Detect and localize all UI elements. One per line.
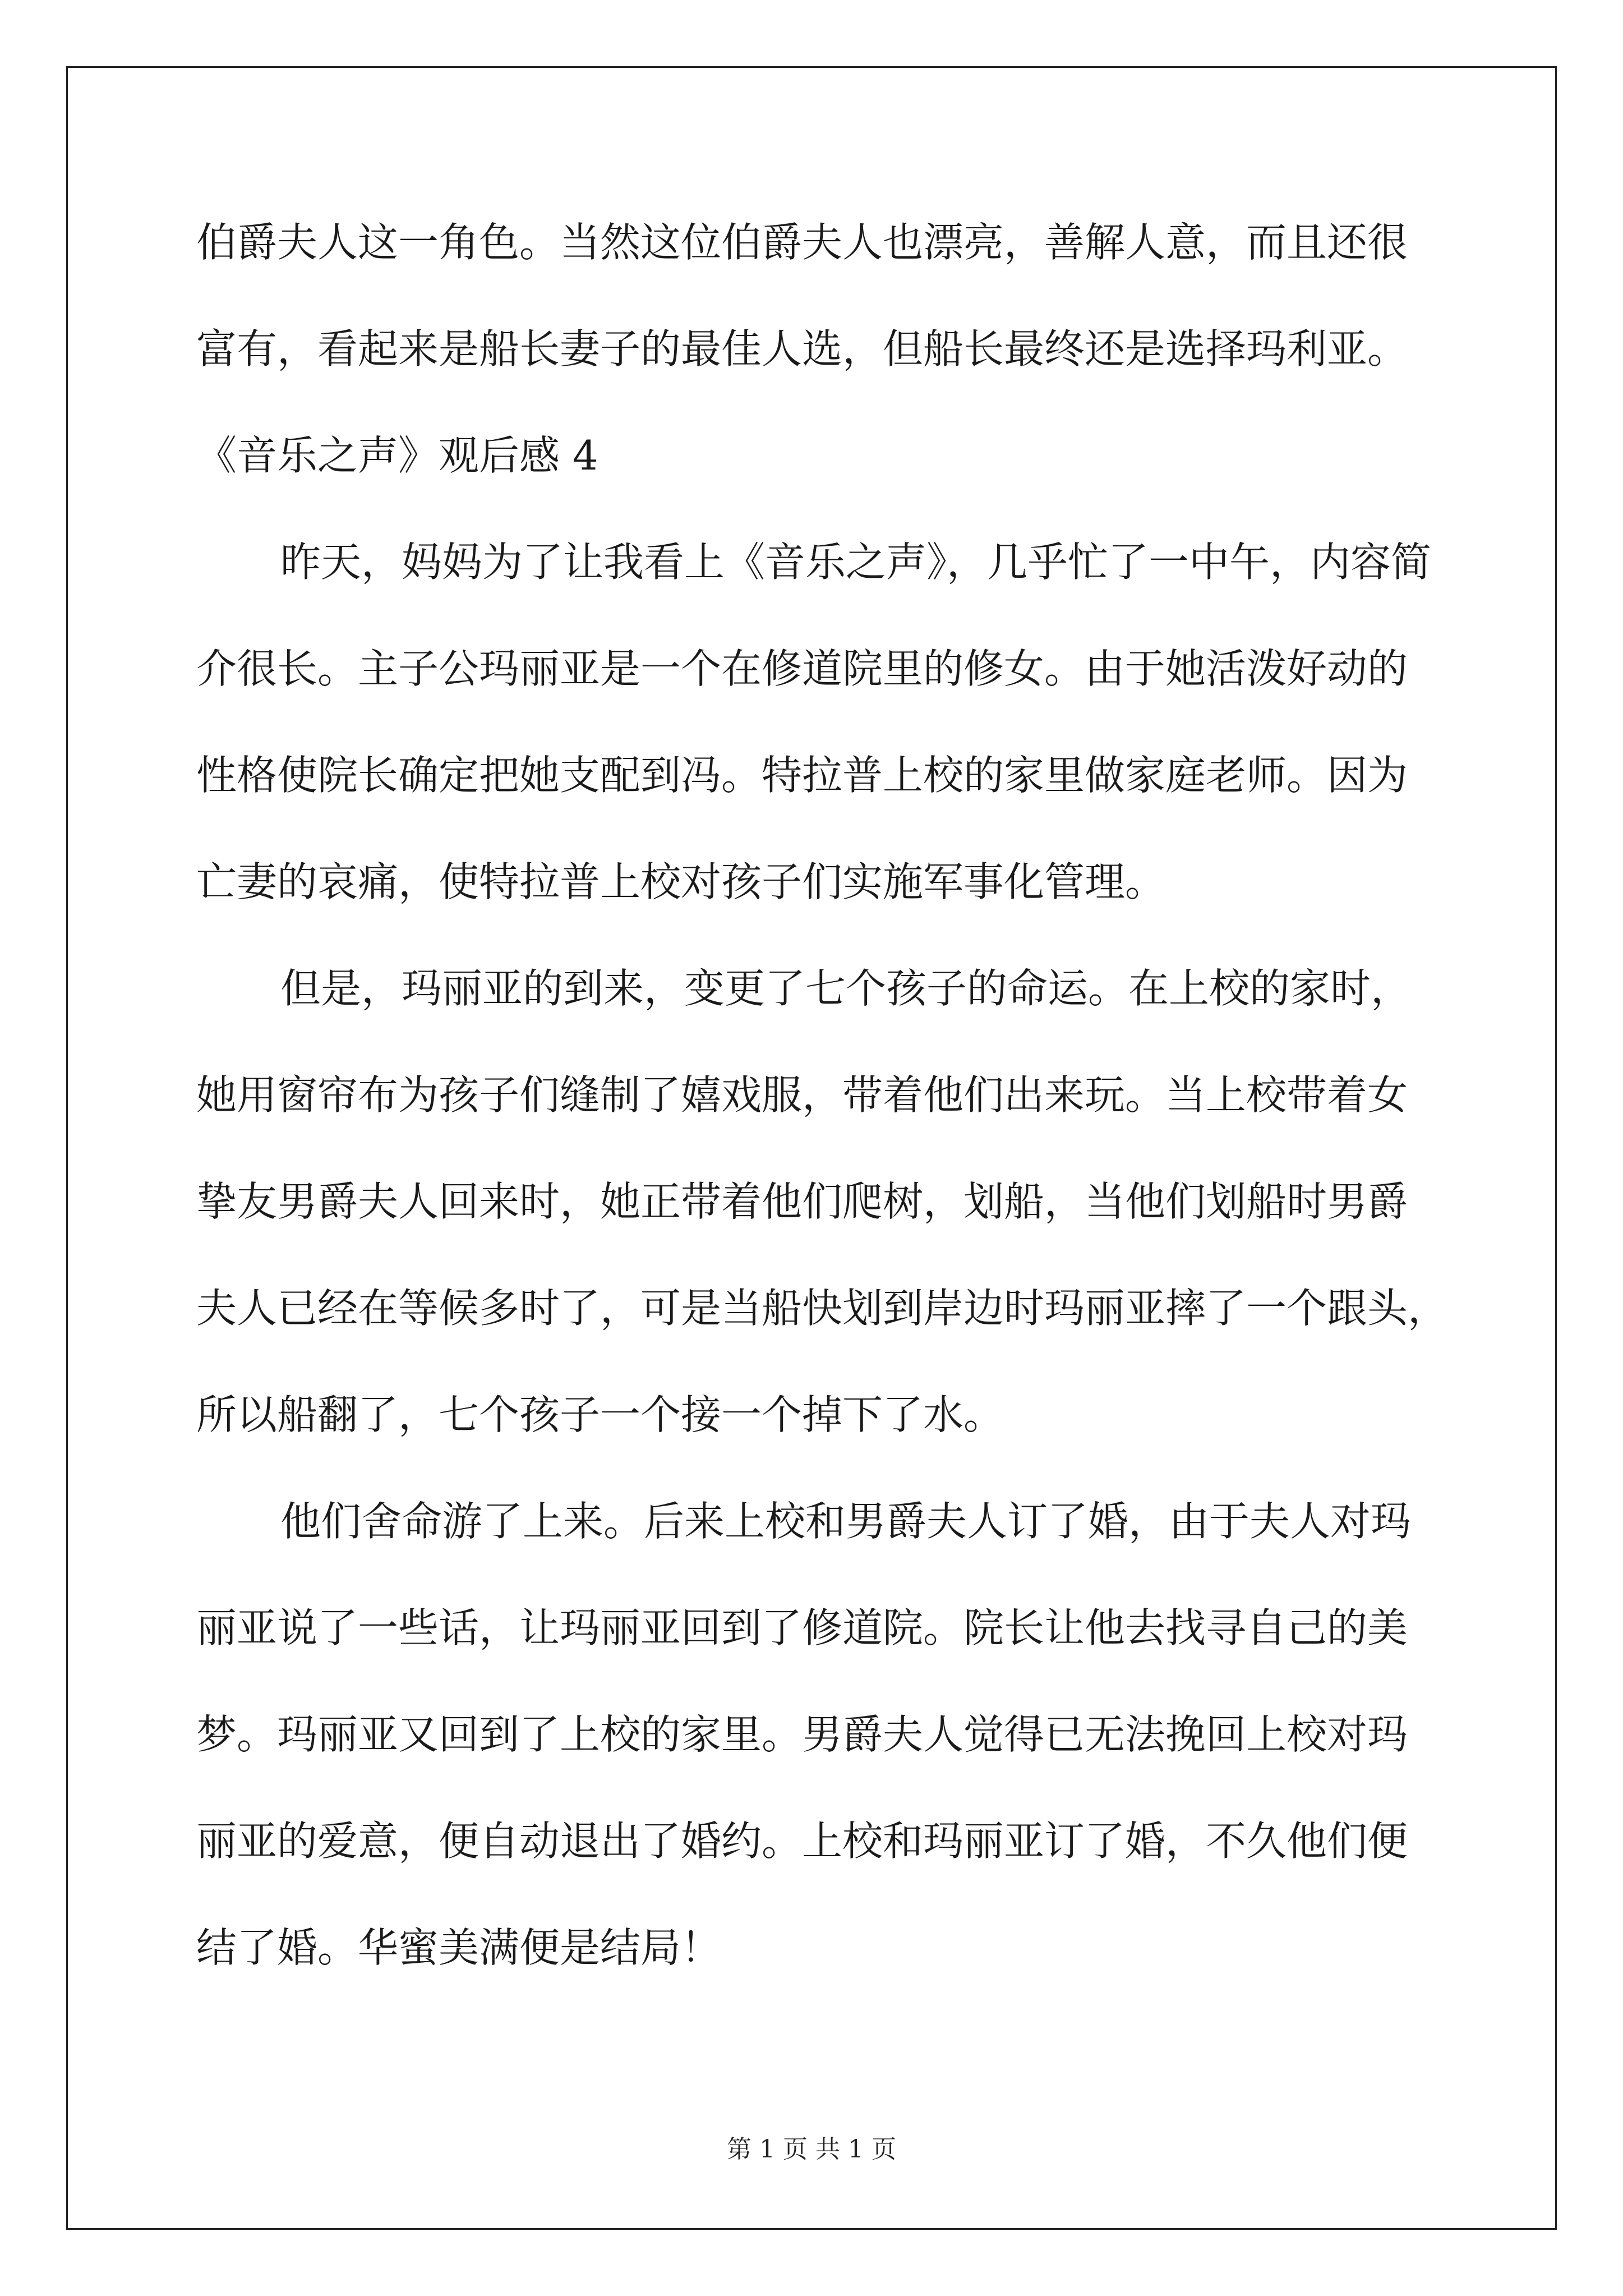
text-line: 所以船翻了，七个孩子一个接一个掉下了水。: [196, 1391, 1004, 1438]
text-line: 梦。玛丽亚又回到了上校的家里。男爵夫人觉得已无法挽回上校对玛: [196, 1711, 1408, 1758]
text-line: 她用窗帘布为孩子们缝制了嬉戏服，带着他们出来玩。当上校带着女: [196, 1071, 1408, 1119]
text-line: 结了婚。华蜜美满便是结局！: [196, 1924, 722, 1971]
paragraph-first-line: 他们舍命游了上来。后来上校和男爵夫人订了婚，由于夫人对玛: [280, 1498, 1412, 1545]
paragraph-first-line: 但是，玛丽亚的到来，变更了七个孩子的命运。在上校的家时，: [280, 965, 1412, 1012]
text-line: 富有，看起来是船长妻子的最佳人选，但船长最终还是选择玛利亚。: [196, 325, 1408, 372]
text-line: 丽亚的爱意，便自动退出了婚约。上校和玛丽亚订了婚，不久他们便: [196, 1818, 1408, 1865]
text-line: 性格使院长确定把她支配到冯。特拉普上校的家里做家庭老师。因为: [196, 752, 1408, 799]
page-footer: 第 1 页 共 1 页: [727, 2135, 896, 2164]
paragraph-first-line: 昨天，妈妈为了让我看上《音乐之声》，几乎忙了一中午，内容简: [280, 539, 1432, 586]
text-line: 介很长。主子公玛丽亚是一个在修道院里的修女。由于她活泼好动的: [196, 645, 1408, 692]
text-line: 亡妻的哀痛，使特拉普上校对孩子们实施军事化管理。: [196, 858, 1166, 905]
text-line: 丽亚说了一些话，让玛丽亚回到了修道院。院长让他去找寻自己的美: [196, 1604, 1408, 1651]
text-line: 伯爵夫人这一角色。当然这位伯爵夫人也漂亮，善解人意，而且还很: [196, 219, 1408, 266]
document-body: [196, 209, 1469, 2021]
section-heading: 《音乐之声》观后感 4: [196, 432, 598, 479]
text-line: 夫人已经在等候多时了，可是当船快划到岸边时玛丽亚摔了一个跟头，: [196, 1285, 1449, 1332]
text-line: 挚友男爵夫人回来时，她正带着他们爬树，划船，当他们划船时男爵: [196, 1178, 1408, 1225]
